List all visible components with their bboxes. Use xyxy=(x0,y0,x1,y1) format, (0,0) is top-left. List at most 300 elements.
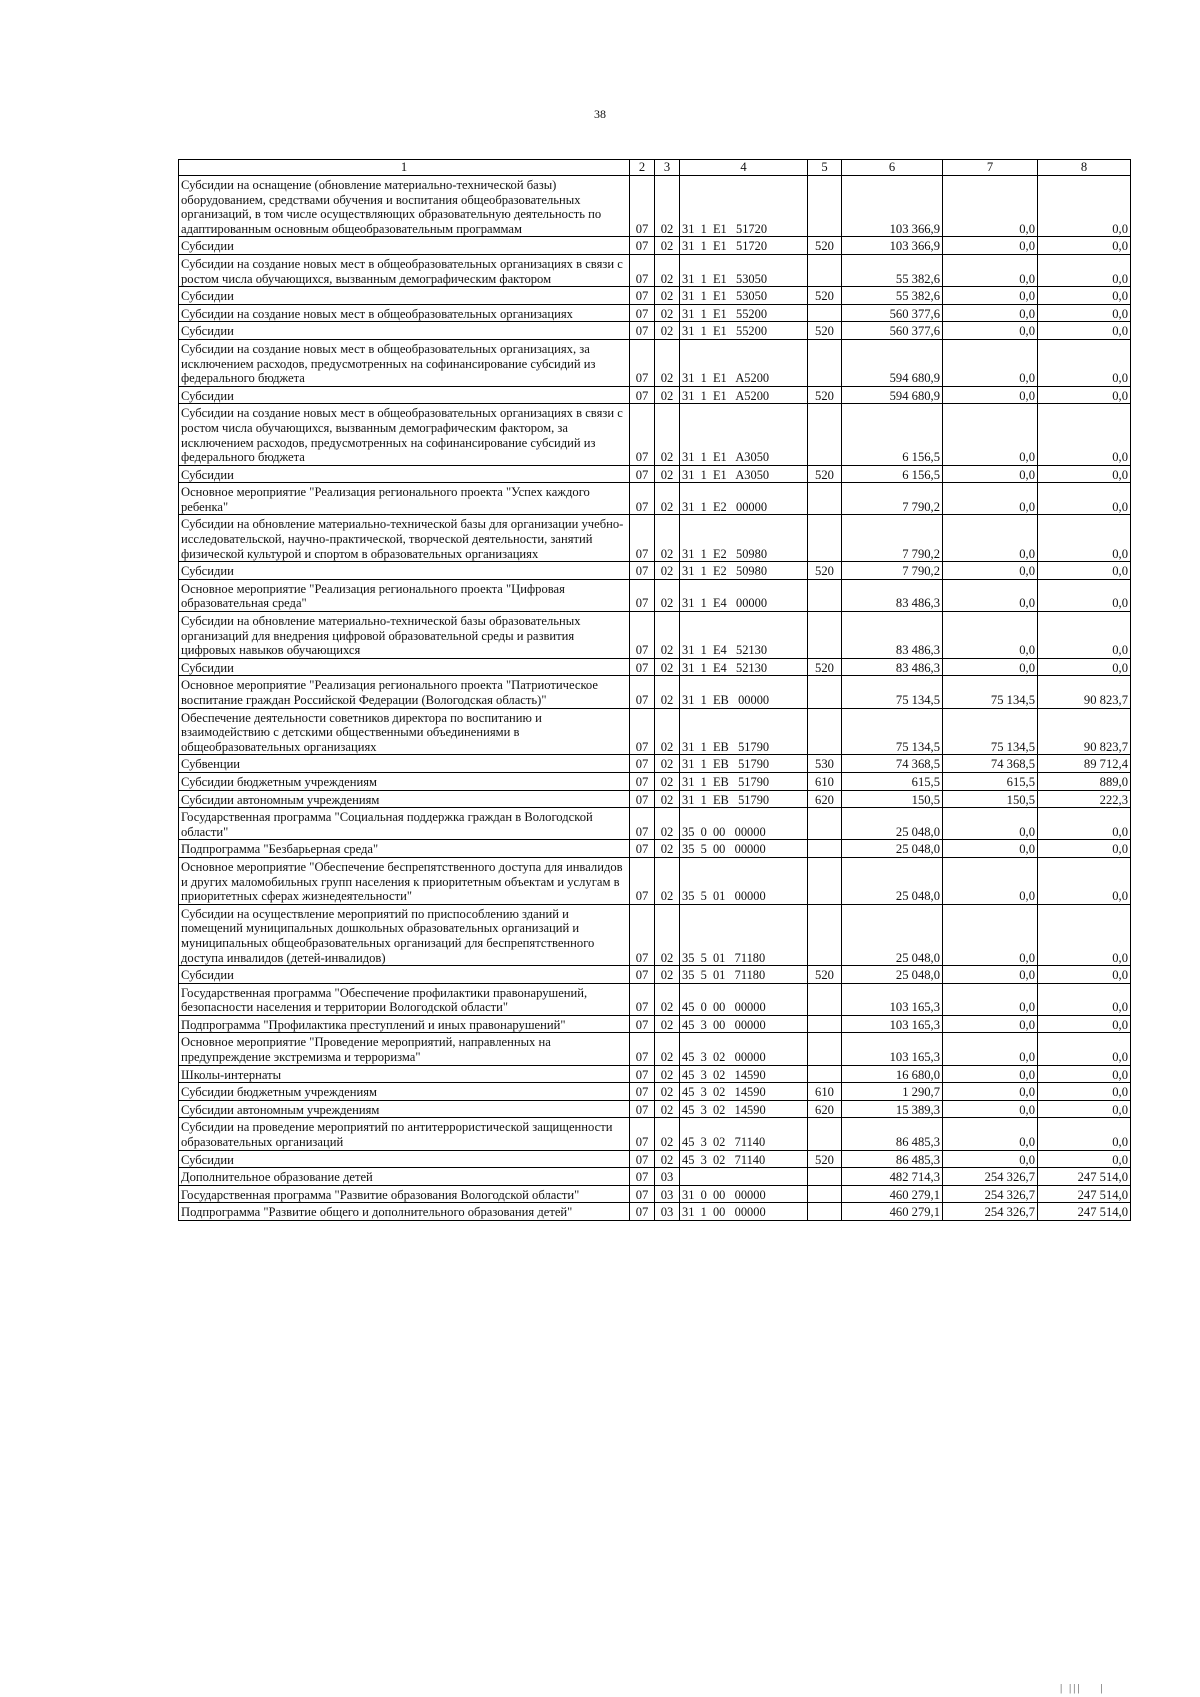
row-expense-type-cell xyxy=(808,579,842,611)
table-row xyxy=(179,1083,1131,1101)
row-target-article-cell: 45 3 02 71140 xyxy=(680,1118,808,1150)
table-row xyxy=(179,658,1131,676)
row-expense-type-cell xyxy=(808,857,842,904)
row-section-cell: 07 xyxy=(630,1065,655,1083)
row-subsection-cell: 02 xyxy=(655,322,680,340)
row-section-cell: 07 xyxy=(630,983,655,1015)
row-subsection-cell: 02 xyxy=(655,904,680,965)
table-row xyxy=(179,404,1131,465)
row-target-article-cell: 31 1 EВ 51790 xyxy=(680,790,808,808)
row-target-article-cell: 31 1 E1 A5200 xyxy=(680,339,808,386)
row-amount-col7-cell: 0,0 xyxy=(943,304,1038,322)
row-amount-col8-cell: 0,0 xyxy=(1038,515,1131,562)
row-expense-type-cell xyxy=(808,483,842,515)
row-name-cell: Субсидии xyxy=(179,386,630,404)
row-amount-col8-cell: 247 514,0 xyxy=(1038,1203,1131,1221)
table-row xyxy=(179,857,1131,904)
row-amount-col8-cell: 0,0 xyxy=(1038,287,1131,305)
table-body xyxy=(179,176,1131,1221)
row-target-article-cell: 31 1 E2 00000 xyxy=(680,483,808,515)
row-amount-col7-cell: 75 134,5 xyxy=(943,676,1038,708)
row-amount-col6-cell: 86 485,3 xyxy=(842,1118,943,1150)
row-amount-col7-cell: 0,0 xyxy=(943,579,1038,611)
row-expense-type-cell xyxy=(808,1065,842,1083)
row-amount-col6-cell: 7 790,2 xyxy=(842,515,943,562)
row-subsection-cell: 02 xyxy=(655,983,680,1015)
row-section-cell: 07 xyxy=(630,579,655,611)
row-name-cell: Основное мероприятие "Проведение мероприятий, направленных на предупреждение экстремизма и терроризма" xyxy=(179,1033,630,1065)
row-expense-type-cell xyxy=(808,404,842,465)
row-amount-col8-cell: 0,0 xyxy=(1038,612,1131,659)
table-row xyxy=(179,339,1131,386)
row-name-cell: Субсидии на обновление материально-технической базы образовательных организаций для внедрения цифровой образовательной среды и развития цифровых навыков обучающихся xyxy=(179,612,630,659)
row-amount-col7-cell: 0,0 xyxy=(943,386,1038,404)
row-name-cell: Дополнительное образование детей xyxy=(179,1168,630,1186)
row-amount-col8-cell: 0,0 xyxy=(1038,1100,1131,1118)
row-amount-col6-cell: 83 486,3 xyxy=(842,658,943,676)
row-section-cell: 07 xyxy=(630,612,655,659)
row-amount-col7-cell: 0,0 xyxy=(943,515,1038,562)
row-amount-col8-cell: 0,0 xyxy=(1038,465,1131,483)
row-amount-col8-cell: 0,0 xyxy=(1038,966,1131,984)
row-target-article-cell: 31 1 E1 53050 xyxy=(680,254,808,286)
row-section-cell: 07 xyxy=(630,676,655,708)
row-amount-col7-cell: 0,0 xyxy=(943,857,1038,904)
row-expense-type-cell: 520 xyxy=(808,1150,842,1168)
row-amount-col8-cell: 889,0 xyxy=(1038,772,1131,790)
row-target-article-cell: 45 3 02 14590 xyxy=(680,1065,808,1083)
row-amount-col7-cell: 150,5 xyxy=(943,790,1038,808)
row-section-cell: 07 xyxy=(630,1083,655,1101)
header-row xyxy=(179,160,1131,176)
row-expense-type-cell xyxy=(808,1015,842,1033)
row-subsection-cell: 02 xyxy=(655,483,680,515)
page-number: 38 xyxy=(594,107,606,121)
row-subsection-cell: 02 xyxy=(655,857,680,904)
scan-marks: | ||| | xyxy=(1060,1682,1105,1694)
row-amount-col7-cell: 0,0 xyxy=(943,1083,1038,1101)
row-amount-col6-cell: 615,5 xyxy=(842,772,943,790)
row-name-cell: Основное мероприятие "Обеспечение беспрепятственного доступа для инвалидов и других маломобильных групп населения к приоритетным объектам и услугам в приоритетных сферах жизнедеятельности" xyxy=(179,857,630,904)
table-row xyxy=(179,790,1131,808)
row-expense-type-cell xyxy=(808,339,842,386)
row-section-cell: 07 xyxy=(630,772,655,790)
row-section-cell: 07 xyxy=(630,322,655,340)
row-amount-col8-cell: 0,0 xyxy=(1038,304,1131,322)
row-subsection-cell: 02 xyxy=(655,386,680,404)
row-amount-col8-cell: 247 514,0 xyxy=(1038,1168,1131,1186)
table-row xyxy=(179,676,1131,708)
row-amount-col6-cell: 25 048,0 xyxy=(842,966,943,984)
row-amount-col7-cell: 0,0 xyxy=(943,1065,1038,1083)
row-name-cell: Подпрограмма "Профилактика преступлений и иных правонарушений" xyxy=(179,1015,630,1033)
row-amount-col6-cell: 560 377,6 xyxy=(842,304,943,322)
row-amount-col8-cell: 0,0 xyxy=(1038,339,1131,386)
row-amount-col6-cell: 482 714,3 xyxy=(842,1168,943,1186)
row-amount-col8-cell: 0,0 xyxy=(1038,808,1131,840)
row-expense-type-cell: 530 xyxy=(808,755,842,773)
row-amount-col7-cell: 0,0 xyxy=(943,176,1038,237)
row-section-cell: 07 xyxy=(630,840,655,858)
row-amount-col7-cell: 0,0 xyxy=(943,904,1038,965)
table-row xyxy=(179,840,1131,858)
row-name-cell: Субсидии xyxy=(179,1150,630,1168)
row-amount-col7-cell: 0,0 xyxy=(943,237,1038,255)
row-expense-type-cell xyxy=(808,983,842,1015)
column-header-1: 1 xyxy=(179,160,630,176)
row-section-cell: 07 xyxy=(630,1203,655,1221)
row-amount-col6-cell: 55 382,6 xyxy=(842,287,943,305)
row-name-cell: Субсидии xyxy=(179,966,630,984)
table-row xyxy=(179,483,1131,515)
row-expense-type-cell: 520 xyxy=(808,658,842,676)
row-target-article-cell: 35 0 00 00000 xyxy=(680,808,808,840)
row-amount-col7-cell: 0,0 xyxy=(943,465,1038,483)
row-amount-col8-cell: 89 712,4 xyxy=(1038,755,1131,773)
row-section-cell: 07 xyxy=(630,1185,655,1203)
row-subsection-cell: 02 xyxy=(655,755,680,773)
row-expense-type-cell xyxy=(808,1168,842,1186)
row-name-cell: Государственная программа "Обеспечение профилактики правонарушений, безопасности населения и территории Вологодской области" xyxy=(179,983,630,1015)
row-subsection-cell: 02 xyxy=(655,562,680,580)
row-target-article-cell: 31 1 E2 50980 xyxy=(680,515,808,562)
row-target-article-cell: 45 3 00 00000 xyxy=(680,1015,808,1033)
row-name-cell: Субсидии на оснащение (обновление материально-технической базы) оборудованием, средствами обучения и воспитания общеобразовательных организаций, в том числе осуществляющих образовательную деятельность по адаптированным основным общеобразовательным программам xyxy=(179,176,630,237)
row-name-cell: Субсидии на обновление материально-технической базы для организации учебно-исследовательской, научно-практической, творческой деятельности, занятий физической культурой и спортом в образовательных организациях xyxy=(179,515,630,562)
row-amount-col7-cell: 0,0 xyxy=(943,562,1038,580)
row-target-article-cell: 31 1 E2 50980 xyxy=(680,562,808,580)
row-amount-col7-cell: 0,0 xyxy=(943,840,1038,858)
row-target-article-cell: 35 5 00 00000 xyxy=(680,840,808,858)
row-amount-col8-cell: 0,0 xyxy=(1038,483,1131,515)
row-name-cell: Субсидии xyxy=(179,465,630,483)
row-amount-col6-cell: 103 165,3 xyxy=(842,1015,943,1033)
table-row xyxy=(179,386,1131,404)
column-header-6: 6 xyxy=(842,160,943,176)
row-amount-col6-cell: 560 377,6 xyxy=(842,322,943,340)
row-amount-col6-cell: 16 680,0 xyxy=(842,1065,943,1083)
row-amount-col7-cell: 0,0 xyxy=(943,612,1038,659)
row-amount-col7-cell: 0,0 xyxy=(943,1033,1038,1065)
row-amount-col6-cell: 103 366,9 xyxy=(842,237,943,255)
row-name-cell: Основное мероприятие "Реализация регионального проекта "Патриотическое воспитание граждан Российской Федерации (Вологодская область)" xyxy=(179,676,630,708)
row-name-cell: Школы-интернаты xyxy=(179,1065,630,1083)
row-amount-col8-cell: 222,3 xyxy=(1038,790,1131,808)
row-expense-type-cell: 520 xyxy=(808,237,842,255)
row-amount-col6-cell: 55 382,6 xyxy=(842,254,943,286)
row-target-article-cell: 31 0 00 00000 xyxy=(680,1185,808,1203)
row-amount-col7-cell: 74 368,5 xyxy=(943,755,1038,773)
row-target-article-cell: 31 1 EВ 00000 xyxy=(680,676,808,708)
row-target-article-cell: 31 1 E1 55200 xyxy=(680,322,808,340)
row-subsection-cell: 02 xyxy=(655,790,680,808)
row-amount-col7-cell: 615,5 xyxy=(943,772,1038,790)
table-row xyxy=(179,237,1131,255)
row-name-cell: Субсидии бюджетным учреждениям xyxy=(179,772,630,790)
row-expense-type-cell xyxy=(808,1203,842,1221)
row-target-article-cell: 35 5 01 00000 xyxy=(680,857,808,904)
row-subsection-cell: 02 xyxy=(655,676,680,708)
row-expense-type-cell xyxy=(808,840,842,858)
table-row xyxy=(179,1118,1131,1150)
row-subsection-cell: 02 xyxy=(655,254,680,286)
row-target-article-cell: 31 1 E1 A3050 xyxy=(680,465,808,483)
row-section-cell: 07 xyxy=(630,808,655,840)
row-section-cell: 07 xyxy=(630,254,655,286)
row-amount-col6-cell: 460 279,1 xyxy=(842,1185,943,1203)
row-section-cell: 07 xyxy=(630,515,655,562)
row-target-article-cell: 31 1 E1 A5200 xyxy=(680,386,808,404)
row-section-cell: 07 xyxy=(630,658,655,676)
row-subsection-cell: 02 xyxy=(655,465,680,483)
row-expense-type-cell: 520 xyxy=(808,322,842,340)
row-subsection-cell: 02 xyxy=(655,1083,680,1101)
row-subsection-cell: 02 xyxy=(655,176,680,237)
row-amount-col7-cell: 0,0 xyxy=(943,966,1038,984)
row-expense-type-cell: 610 xyxy=(808,1083,842,1101)
row-target-article-cell: 45 3 02 14590 xyxy=(680,1100,808,1118)
row-expense-type-cell xyxy=(808,904,842,965)
table-row xyxy=(179,1185,1131,1203)
row-section-cell: 07 xyxy=(630,287,655,305)
row-name-cell: Субсидии автономным учреждениям xyxy=(179,790,630,808)
row-amount-col7-cell: 0,0 xyxy=(943,1150,1038,1168)
row-section-cell: 07 xyxy=(630,1015,655,1033)
row-section-cell: 07 xyxy=(630,386,655,404)
row-name-cell: Субсидии на создание новых мест в общеобразовательных организациях в связи с ростом числа обучающихся, вызванным демографическим фактором xyxy=(179,254,630,286)
row-section-cell: 07 xyxy=(630,755,655,773)
row-name-cell: Подпрограмма "Развитие общего и дополнительного образования детей" xyxy=(179,1203,630,1221)
row-target-article-cell: 31 1 00 00000 xyxy=(680,1203,808,1221)
row-name-cell: Субсидии автономным учреждениям xyxy=(179,1100,630,1118)
row-name-cell: Субсидии xyxy=(179,322,630,340)
row-expense-type-cell xyxy=(808,1118,842,1150)
row-expense-type-cell: 520 xyxy=(808,287,842,305)
row-subsection-cell: 02 xyxy=(655,658,680,676)
row-amount-col8-cell: 90 823,7 xyxy=(1038,676,1131,708)
row-section-cell: 07 xyxy=(630,1033,655,1065)
row-amount-col8-cell: 0,0 xyxy=(1038,840,1131,858)
row-expense-type-cell xyxy=(808,1033,842,1065)
table-row xyxy=(179,1203,1131,1221)
row-amount-col7-cell: 254 326,7 xyxy=(943,1203,1038,1221)
row-subsection-cell: 02 xyxy=(655,287,680,305)
row-amount-col7-cell: 254 326,7 xyxy=(943,1168,1038,1186)
row-target-article-cell: 31 1 E4 52130 xyxy=(680,658,808,676)
row-amount-col8-cell: 0,0 xyxy=(1038,579,1131,611)
table-row xyxy=(179,612,1131,659)
row-expense-type-cell: 620 xyxy=(808,790,842,808)
row-amount-col7-cell: 0,0 xyxy=(943,287,1038,305)
row-amount-col6-cell: 103 165,3 xyxy=(842,983,943,1015)
row-name-cell: Субсидии на проведение мероприятий по антитеррористической защищенности образовательных организаций xyxy=(179,1118,630,1150)
row-amount-col6-cell: 83 486,3 xyxy=(842,579,943,611)
row-expense-type-cell xyxy=(808,304,842,322)
row-subsection-cell: 02 xyxy=(655,840,680,858)
row-amount-col8-cell: 0,0 xyxy=(1038,857,1131,904)
row-expense-type-cell xyxy=(808,515,842,562)
table-row xyxy=(179,966,1131,984)
row-subsection-cell: 02 xyxy=(655,808,680,840)
row-subsection-cell: 02 xyxy=(655,1100,680,1118)
row-target-article-cell: 31 1 E1 51720 xyxy=(680,176,808,237)
row-subsection-cell: 02 xyxy=(655,612,680,659)
row-target-article-cell: 31 1 E4 00000 xyxy=(680,579,808,611)
row-section-cell: 07 xyxy=(630,790,655,808)
row-target-article-cell: 35 5 01 71180 xyxy=(680,966,808,984)
row-name-cell: Государственная программа "Социальная поддержка граждан в Вологодской области" xyxy=(179,808,630,840)
row-subsection-cell: 02 xyxy=(655,1033,680,1065)
row-amount-col8-cell: 90 823,7 xyxy=(1038,708,1131,755)
row-name-cell: Субсидии xyxy=(179,658,630,676)
row-amount-col8-cell: 0,0 xyxy=(1038,176,1131,237)
row-amount-col7-cell: 0,0 xyxy=(943,1118,1038,1150)
row-subsection-cell: 02 xyxy=(655,339,680,386)
row-amount-col7-cell: 0,0 xyxy=(943,983,1038,1015)
row-amount-col6-cell: 74 368,5 xyxy=(842,755,943,773)
row-amount-col8-cell: 0,0 xyxy=(1038,386,1131,404)
row-amount-col6-cell: 7 790,2 xyxy=(842,562,943,580)
row-target-article-cell: 31 1 E1 53050 xyxy=(680,287,808,305)
row-amount-col6-cell: 7 790,2 xyxy=(842,483,943,515)
row-name-cell: Обеспечение деятельности советников директора по воспитанию и взаимодействию с детскими общественными объединениями в общеобразовательных организациях xyxy=(179,708,630,755)
row-target-article-cell: 45 0 00 00000 xyxy=(680,983,808,1015)
row-amount-col8-cell: 0,0 xyxy=(1038,562,1131,580)
row-expense-type-cell: 520 xyxy=(808,465,842,483)
table-row xyxy=(179,562,1131,580)
row-name-cell: Субсидии xyxy=(179,237,630,255)
row-amount-col7-cell: 0,0 xyxy=(943,322,1038,340)
row-amount-col8-cell: 0,0 xyxy=(1038,1083,1131,1101)
row-amount-col6-cell: 6 156,5 xyxy=(842,404,943,465)
row-target-article-cell: 31 1 EВ 51790 xyxy=(680,708,808,755)
row-name-cell: Субсидии бюджетным учреждениям xyxy=(179,1083,630,1101)
row-section-cell: 07 xyxy=(630,176,655,237)
row-amount-col6-cell: 460 279,1 xyxy=(842,1203,943,1221)
row-section-cell: 07 xyxy=(630,237,655,255)
row-subsection-cell: 02 xyxy=(655,1065,680,1083)
column-header-3: 3 xyxy=(655,160,680,176)
table-row xyxy=(179,1168,1131,1186)
row-section-cell: 07 xyxy=(630,1150,655,1168)
table-row xyxy=(179,287,1131,305)
row-subsection-cell: 03 xyxy=(655,1168,680,1186)
row-amount-col6-cell: 103 165,3 xyxy=(842,1033,943,1065)
row-amount-col6-cell: 25 048,0 xyxy=(842,904,943,965)
row-section-cell: 07 xyxy=(630,483,655,515)
row-expense-type-cell xyxy=(808,176,842,237)
row-amount-col8-cell: 0,0 xyxy=(1038,1118,1131,1150)
row-amount-col6-cell: 594 680,9 xyxy=(842,339,943,386)
row-name-cell: Субсидии на создание новых мест в общеобразовательных организациях в связи с ростом числа обучающихся, вызванным демографическим фактором, за исключением расходов, предусмотренных на софинансирование субсидий из федерального бюджета xyxy=(179,404,630,465)
row-subsection-cell: 02 xyxy=(655,708,680,755)
row-amount-col8-cell: 0,0 xyxy=(1038,322,1131,340)
row-target-article-cell: 45 3 02 14590 xyxy=(680,1083,808,1101)
table-row xyxy=(179,1015,1131,1033)
row-expense-type-cell xyxy=(808,808,842,840)
row-name-cell: Подпрограмма "Безбарьерная среда" xyxy=(179,840,630,858)
row-amount-col7-cell: 0,0 xyxy=(943,658,1038,676)
row-subsection-cell: 02 xyxy=(655,1150,680,1168)
row-amount-col7-cell: 0,0 xyxy=(943,1015,1038,1033)
row-amount-col6-cell: 83 486,3 xyxy=(842,612,943,659)
row-amount-col7-cell: 0,0 xyxy=(943,404,1038,465)
budget-table xyxy=(178,159,1131,1221)
table-row xyxy=(179,176,1131,237)
row-target-article-cell: 35 5 01 71180 xyxy=(680,904,808,965)
row-amount-col6-cell: 25 048,0 xyxy=(842,808,943,840)
row-amount-col6-cell: 594 680,9 xyxy=(842,386,943,404)
row-section-cell: 07 xyxy=(630,708,655,755)
row-amount-col8-cell: 0,0 xyxy=(1038,254,1131,286)
table-row xyxy=(179,322,1131,340)
row-amount-col7-cell: 0,0 xyxy=(943,483,1038,515)
row-target-article-cell: 45 3 02 71140 xyxy=(680,1150,808,1168)
row-amount-col8-cell: 0,0 xyxy=(1038,1150,1131,1168)
row-subsection-cell: 02 xyxy=(655,1118,680,1150)
row-section-cell: 07 xyxy=(630,339,655,386)
row-section-cell: 07 xyxy=(630,404,655,465)
row-subsection-cell: 02 xyxy=(655,579,680,611)
row-subsection-cell: 02 xyxy=(655,966,680,984)
row-subsection-cell: 02 xyxy=(655,404,680,465)
row-subsection-cell: 03 xyxy=(655,1185,680,1203)
row-expense-type-cell: 620 xyxy=(808,1100,842,1118)
row-amount-col7-cell: 254 326,7 xyxy=(943,1185,1038,1203)
row-name-cell: Государственная программа "Развитие образования Вологодской области" xyxy=(179,1185,630,1203)
table-row xyxy=(179,254,1131,286)
row-section-cell: 07 xyxy=(630,857,655,904)
row-expense-type-cell xyxy=(808,612,842,659)
row-target-article-cell: 31 1 E4 52130 xyxy=(680,612,808,659)
row-name-cell: Субсидии на создание новых мест в общеобразовательных организациях, за исключением расходов, предусмотренных на софинансирование субсидий из федерального бюджета xyxy=(179,339,630,386)
table-row xyxy=(179,515,1131,562)
row-subsection-cell: 02 xyxy=(655,515,680,562)
row-section-cell: 07 xyxy=(630,465,655,483)
row-target-article-cell: 31 1 E1 A3050 xyxy=(680,404,808,465)
row-name-cell: Субвенции xyxy=(179,755,630,773)
row-amount-col8-cell: 0,0 xyxy=(1038,983,1131,1015)
row-amount-col7-cell: 0,0 xyxy=(943,808,1038,840)
row-subsection-cell: 02 xyxy=(655,772,680,790)
row-amount-col7-cell: 0,0 xyxy=(943,339,1038,386)
row-target-article-cell: 45 3 02 00000 xyxy=(680,1033,808,1065)
table-row xyxy=(179,1033,1131,1065)
table-row xyxy=(179,1100,1131,1118)
row-name-cell: Субсидии на осуществление мероприятий по приспособлению зданий и помещений муниципальных дошкольных образовательных организаций и муниципальных общеобразовательных организаций для беспрепятственного доступа инвалидов (детей-инвалидов) xyxy=(179,904,630,965)
row-amount-col8-cell: 0,0 xyxy=(1038,237,1131,255)
row-amount-col6-cell: 86 485,3 xyxy=(842,1150,943,1168)
row-amount-col6-cell: 1 290,7 xyxy=(842,1083,943,1101)
row-amount-col8-cell: 0,0 xyxy=(1038,658,1131,676)
table-row xyxy=(179,808,1131,840)
row-target-article-cell xyxy=(680,1168,808,1186)
row-expense-type-cell xyxy=(808,708,842,755)
row-subsection-cell: 02 xyxy=(655,237,680,255)
row-amount-col6-cell: 25 048,0 xyxy=(842,840,943,858)
row-expense-type-cell xyxy=(808,676,842,708)
row-name-cell: Субсидии на создание новых мест в общеобразовательных организациях xyxy=(179,304,630,322)
row-expense-type-cell: 520 xyxy=(808,966,842,984)
row-subsection-cell: 02 xyxy=(655,1015,680,1033)
table-row xyxy=(179,1150,1131,1168)
row-amount-col6-cell: 6 156,5 xyxy=(842,465,943,483)
table-row xyxy=(179,304,1131,322)
row-section-cell: 07 xyxy=(630,1118,655,1150)
column-header-8: 8 xyxy=(1038,160,1131,176)
row-amount-col6-cell: 25 048,0 xyxy=(842,857,943,904)
row-subsection-cell: 03 xyxy=(655,1203,680,1221)
